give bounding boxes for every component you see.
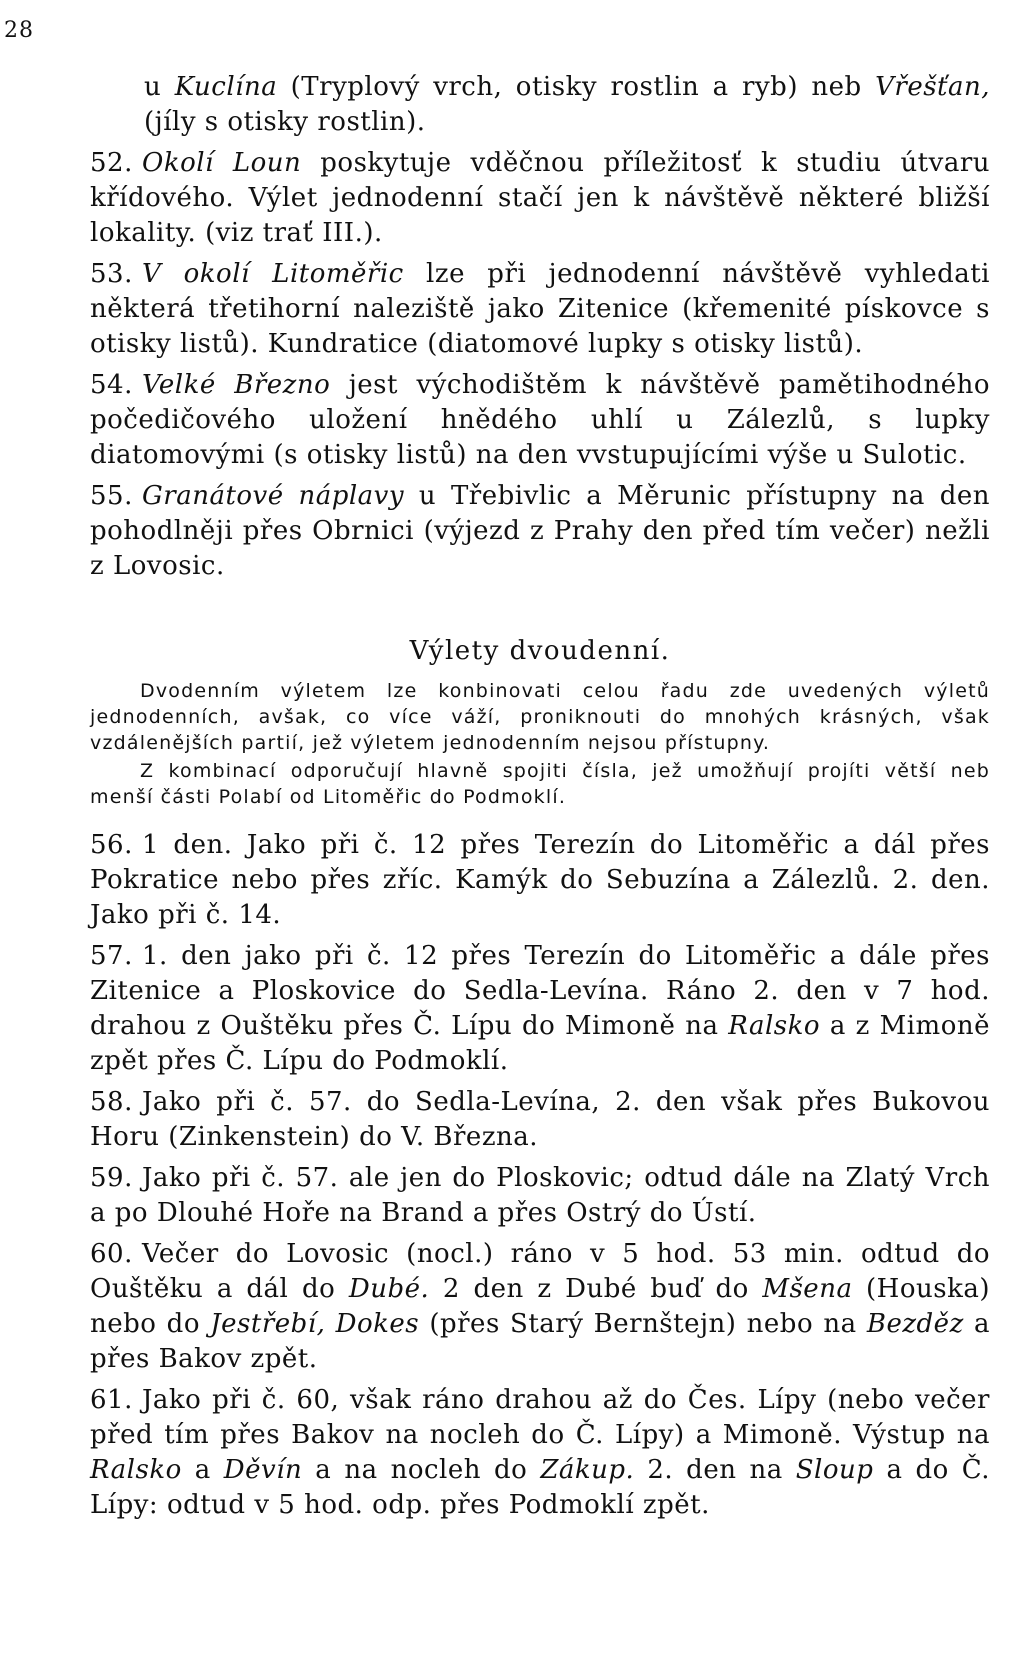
route-number: 61. (90, 1385, 133, 1415)
section-heading: Výlety dvoudenní. (409, 636, 671, 666)
route-number: 56. (90, 830, 133, 860)
route-61 (90, 1383, 990, 1523)
entry-number: 52. (90, 148, 133, 178)
route-text: Jako při č. 57. ale jen do Ploskovic; odtud dále na Zlatý Vrch a po Dlouhé Hoře na Brand a přes Ostrý do Ústí. (90, 1163, 990, 1228)
entry-text: poskytuje vděčnou příležitosť k studiu útvaru křídového. Výlet jednodenní stačí jen k návštěvě některé bližší lokality. (viz trať III.). (90, 148, 990, 248)
route-text: a z Mimoně zpět přes Č. Lípu do Podmoklí. (90, 1011, 990, 1076)
place-name: Ralsko (90, 1455, 182, 1485)
route-text: Večer do Lovosic (nocl.) ráno v 5 hod. 53 min. odtud do Ouštěku a dál do (90, 1239, 990, 1304)
route-text: Jako při č. 57. do Sedla-Levína, 2. den však přes Bukovou Horu (Zinkenstein) do V. Března. (90, 1087, 990, 1152)
route-60 (90, 1237, 990, 1377)
place-name: Mšena (762, 1274, 853, 1304)
place-name: Jestřebí, Dokes (210, 1309, 420, 1339)
text-block (90, 70, 990, 1529)
place-name: Okolí Loun (142, 148, 302, 178)
route-text: a (181, 1455, 224, 1485)
route-text: a do Č. Lípy: odtud v 5 hod. odp. přes Podmoklí zpět. (90, 1455, 991, 1520)
entry-text: jest východištěm k návštěvě pamětihodného počedičového uložení hnědého uhlí u Zálezlů, s lupky diatomovými (s otisky listů) na den vvstupujícími výše u Sulotic. (90, 370, 990, 470)
place-name: Vřešťan, (875, 72, 991, 102)
entry-number: 55. (90, 481, 133, 511)
route-57 (90, 939, 990, 1079)
route-text: 2. den na (634, 1455, 796, 1485)
place-name: Dubé. (348, 1274, 430, 1304)
body-paragraph: Dvodenním výletem lze konbinovati celou řadu zde uvedených výletů jednodenních, avšak, co více váží, proniknouti do mnohých krásných, však vzdálenějších partií, jež výletem jednodenním nejsou přístupny. (90, 680, 990, 754)
page-number: 28 (4, 18, 34, 43)
place-name: Ralsko (728, 1011, 821, 1041)
text-run: u (144, 72, 175, 102)
route-text: (Houska) nebo do (90, 1274, 990, 1339)
route-58 (90, 1085, 990, 1155)
place-name: Zákup. (540, 1455, 635, 1485)
route-text: a na nocleh do (302, 1455, 541, 1485)
entry-text: lze při jednodenní návštěvě vyhledati některá třetihorní naleziště jako Zitenice (křemenité pískovce s otisky listů). Kundratice (diatomové lupky s otisky listů). (90, 259, 990, 359)
entry-number: 54. (90, 370, 133, 400)
route-text: (přes Starý Bernštejn) nebo na (419, 1309, 867, 1339)
place-name: Bezděz (866, 1309, 964, 1339)
route-text: Jako při č. 60, však ráno drahou až do Čes. Lípy (nebo večer před tím přes Bakov na nocleh do Č. Lípy) a Mimoně. Výstup na (90, 1385, 990, 1450)
place-name: V okolí Litoměřic (142, 259, 404, 289)
route-text: a přes Bakov zpět. (90, 1309, 991, 1374)
route-56 (90, 828, 990, 933)
route-59 (90, 1161, 990, 1231)
entry-52 (90, 146, 990, 251)
route-text: 1 den. Jako při č. 12 přes Terezín do Litoměřic a dál přes Pokratice nebo přes zříc. Kamýk do Sebuzína a Zálezlů. 2. den. Jako při č. 14. (90, 830, 990, 930)
entry-text: u Třebivlic a Měrunic přístupny na den pohodlněji přes Obrnici (výjezd z Prahy den před tím večer) nežli z Lovosic. (90, 481, 990, 581)
entry-53 (90, 257, 990, 362)
route-number: 60. (90, 1239, 133, 1269)
entry-number: 53. (90, 259, 133, 289)
text-run: (jíly s otisky rostlin). (144, 107, 426, 137)
place-name: Granátové náplavy (142, 481, 405, 511)
entry-54 (90, 368, 990, 473)
place-name: Kuclína (174, 72, 278, 102)
route-list (90, 828, 990, 1523)
route-text: 2 den z Dubé buď do (429, 1274, 763, 1304)
text-run: (Tryplový vrch, otisky rostlin a ryb) neb (277, 72, 876, 102)
intro-paragraph (90, 70, 990, 140)
body-paragraph: Z kombinací odporučují hlavně spojiti čísla, jež umožňují projíti větší neb menší části Polabí od Litoměřic do Podmoklí. (90, 760, 990, 808)
route-number: 57. (90, 941, 133, 971)
route-text: 1. den jako při č. 12 přes Terezín do Litoměřic a dále přes Zitenice a Ploskovice do Sedla-Levína. Ráno 2. den v 7 hod. drahou z Ouštěku přes Č. Lípu do Mimoně na (90, 941, 990, 1041)
place-name: Sloup (795, 1455, 874, 1485)
route-number: 59. (90, 1163, 133, 1193)
route-number: 58. (90, 1087, 133, 1117)
place-name: Děvín (223, 1455, 303, 1485)
place-name: Velké Březno (142, 370, 331, 400)
entry-55 (90, 479, 990, 584)
